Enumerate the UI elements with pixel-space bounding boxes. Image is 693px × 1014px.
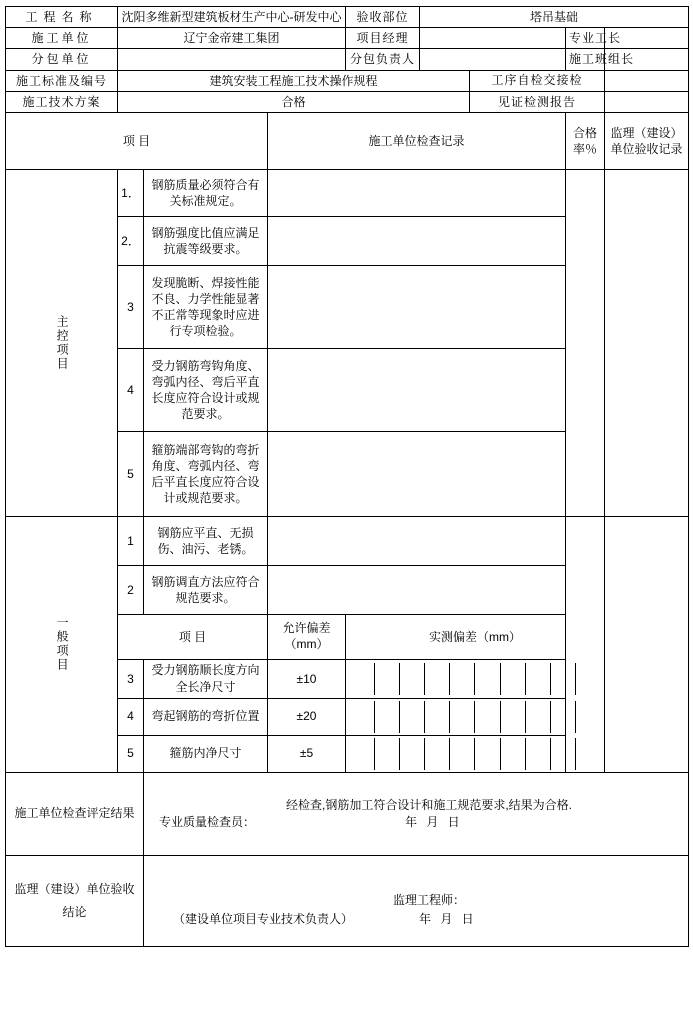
- supervision-note: （建设单位项目专业技术负责人）: [173, 911, 354, 926]
- item-number: 2: [118, 565, 144, 614]
- item-number: 4: [118, 348, 144, 431]
- row-column-headers: [6, 112, 689, 169]
- grid-cell[interactable]: [500, 663, 525, 695]
- grid-cell[interactable]: [450, 701, 475, 733]
- grid-cell[interactable]: [374, 738, 399, 770]
- actual-deviation-grid[interactable]: [346, 659, 605, 698]
- item-text: 钢筋调直方法应符合规范要求。: [144, 565, 268, 614]
- supervision-cell-general[interactable]: [605, 516, 689, 772]
- self-check-label: 工序自检交接检: [470, 70, 605, 91]
- construction-conclusion-text: 经检查,钢筋加工符合设计和施工规范要求,结果为合格.: [286, 798, 573, 813]
- actual-deviation-grid[interactable]: [346, 735, 605, 772]
- grid-cell[interactable]: [425, 701, 450, 733]
- grid-cell[interactable]: [349, 701, 374, 733]
- check-record-cell[interactable]: [268, 265, 566, 348]
- grid-cell[interactable]: [551, 701, 576, 733]
- item-text: 箍筋内净尺寸: [144, 735, 268, 772]
- construction-unit-label: 施工单位: [6, 28, 118, 49]
- row-subcontract-unit: [6, 49, 689, 70]
- grid-cell[interactable]: [500, 701, 525, 733]
- item-text: 受力钢筋顺长度方向全长净尺寸: [144, 659, 268, 698]
- inspection-form-table: [5, 6, 689, 947]
- project-name-value[interactable]: 沈阳多维新型建筑板材生产中心-研发中心: [118, 7, 346, 28]
- item-number: 3: [118, 265, 144, 348]
- row-construction-unit: [6, 28, 689, 49]
- project-manager-label: 项目经理: [346, 28, 420, 49]
- subcontract-unit-label: 分包单位: [6, 49, 118, 70]
- col-header-item: 项 目: [6, 112, 268, 169]
- section-general-label-text: 一般项目: [55, 616, 70, 673]
- construction-signature-label: 专业质量检查员：: [159, 814, 256, 829]
- grid-cell[interactable]: [525, 663, 550, 695]
- col-header-record: 施工单位检查记录: [268, 112, 566, 169]
- grid-cell[interactable]: [399, 663, 424, 695]
- check-record-cell[interactable]: [268, 348, 566, 431]
- measure-header-allow: [268, 614, 346, 659]
- row-project-name: [6, 7, 689, 28]
- grid-cell[interactable]: [374, 701, 399, 733]
- subcontract-leader-value[interactable]: [420, 49, 566, 70]
- measure-header-allow-text: 允许偏差（mm）: [282, 621, 331, 651]
- col-header-rate: 合格率％: [566, 112, 605, 169]
- measure-header-actual: 实测偏差（mm）: [346, 614, 605, 659]
- grid-cell[interactable]: [525, 738, 550, 770]
- standard-value[interactable]: 建筑安装工程施工技术操作规程: [118, 70, 470, 91]
- acceptance-part-value[interactable]: 塔吊基础: [420, 7, 689, 28]
- grid-cell[interactable]: [475, 738, 500, 770]
- grid-cell[interactable]: [475, 663, 500, 695]
- check-record-cell[interactable]: [268, 516, 566, 565]
- grid-cell[interactable]: [576, 663, 601, 695]
- grid-cell[interactable]: [500, 738, 525, 770]
- section-general-label: [6, 516, 118, 772]
- grid-cell[interactable]: [551, 738, 576, 770]
- allow-deviation: ±5: [268, 735, 346, 772]
- item-number: 1．: [118, 169, 144, 216]
- check-record-cell[interactable]: [268, 565, 566, 614]
- section-main-label-text: 主控项目: [55, 314, 70, 371]
- supervision-date: 年 月 日: [419, 911, 477, 926]
- grid-cell[interactable]: [399, 738, 424, 770]
- inspection-report-label: 见证检测报告: [470, 91, 605, 112]
- project-manager-value[interactable]: [420, 28, 566, 49]
- item-number: 1: [118, 516, 144, 565]
- supervision-cell-main[interactable]: [605, 169, 689, 516]
- check-record-cell[interactable]: [268, 216, 566, 265]
- measure-header-item: 项 目: [118, 614, 268, 659]
- allow-deviation: ±20: [268, 698, 346, 735]
- professional-foreman-label: 专业工长: [566, 28, 605, 49]
- row-construction-conclusion: [6, 772, 689, 855]
- construction-team-label: 施工班组长: [566, 49, 605, 70]
- construction-conclusion-label: 施工单位检查评定结果: [6, 772, 144, 855]
- tech-plan-label: 施工技术方案: [6, 91, 118, 112]
- grid-cell[interactable]: [576, 738, 601, 770]
- item-text: 发现脆断、焊接性能不良、力学性能显著不正常等现象时应进行专项检验。: [144, 265, 268, 348]
- grid-cell[interactable]: [349, 663, 374, 695]
- table-row: [6, 169, 689, 216]
- item-number: 4: [118, 698, 144, 735]
- supervision-conclusion-body[interactable]: [144, 855, 689, 946]
- inspection-report-value[interactable]: [605, 91, 689, 112]
- item-number: 3: [118, 659, 144, 698]
- item-number: 5: [118, 431, 144, 516]
- item-number: 5: [118, 735, 144, 772]
- row-standard: [6, 70, 689, 91]
- construction-date: 年 月 日: [405, 814, 463, 829]
- supervision-signature-label: 监理工程师：: [393, 893, 466, 908]
- project-name-label: 工程名称: [6, 7, 118, 28]
- item-text: 钢筋强度比值应满足抗震等级要求。: [144, 216, 268, 265]
- item-text: 钢筋应平直、无损伤、油污、老锈。: [144, 516, 268, 565]
- check-record-cell[interactable]: [268, 169, 566, 216]
- acceptance-part-label: 验收部位: [346, 7, 420, 28]
- grid-cell[interactable]: [576, 701, 601, 733]
- grid-cell[interactable]: [425, 663, 450, 695]
- col-header-supervision: 监理（建设）单位验收记录: [605, 112, 689, 169]
- item-text: 弯起钢筋的弯折位置: [144, 698, 268, 735]
- construction-conclusion-body[interactable]: [144, 772, 689, 855]
- self-check-value[interactable]: [605, 70, 689, 91]
- check-record-cell[interactable]: [268, 431, 566, 516]
- item-text: 钢筋质量必须符合有关标准规定。: [144, 169, 268, 216]
- grid-cell[interactable]: [450, 738, 475, 770]
- supervision-conclusion-label: 监理（建设）单位验收结论: [6, 855, 144, 946]
- rate-cell-main[interactable]: [566, 169, 605, 516]
- grid-cell[interactable]: [374, 663, 399, 695]
- table-row: [6, 516, 689, 565]
- allow-deviation: ±10: [268, 659, 346, 698]
- item-text: 受力钢筋弯钩角度、弯弧内径、弯后平直长度应符合设计或规范要求。: [144, 348, 268, 431]
- grid-cell[interactable]: [475, 701, 500, 733]
- row-supervision-conclusion: [6, 855, 689, 946]
- grid-cell[interactable]: [349, 738, 374, 770]
- grid-cell[interactable]: [525, 701, 550, 733]
- grid-cell[interactable]: [425, 738, 450, 770]
- standard-label: 施工标准及编号: [6, 70, 118, 91]
- tech-plan-value[interactable]: 合格: [118, 91, 470, 112]
- section-main-label: [6, 169, 118, 516]
- row-tech-plan: [6, 91, 689, 112]
- grid-cell[interactable]: [399, 701, 424, 733]
- item-text: 箍筋端部弯钩的弯折角度、弯弧内径、弯后平直长度应符合设计或规范要求。: [144, 431, 268, 516]
- grid-cell[interactable]: [450, 663, 475, 695]
- item-number: 2．: [118, 216, 144, 265]
- subcontract-unit-value[interactable]: [118, 49, 346, 70]
- construction-unit-value[interactable]: 辽宁金帝建工集团: [118, 28, 346, 49]
- grid-cell[interactable]: [551, 663, 576, 695]
- subcontract-leader-label: 分包负责人: [346, 49, 420, 70]
- actual-deviation-grid[interactable]: [346, 698, 605, 735]
